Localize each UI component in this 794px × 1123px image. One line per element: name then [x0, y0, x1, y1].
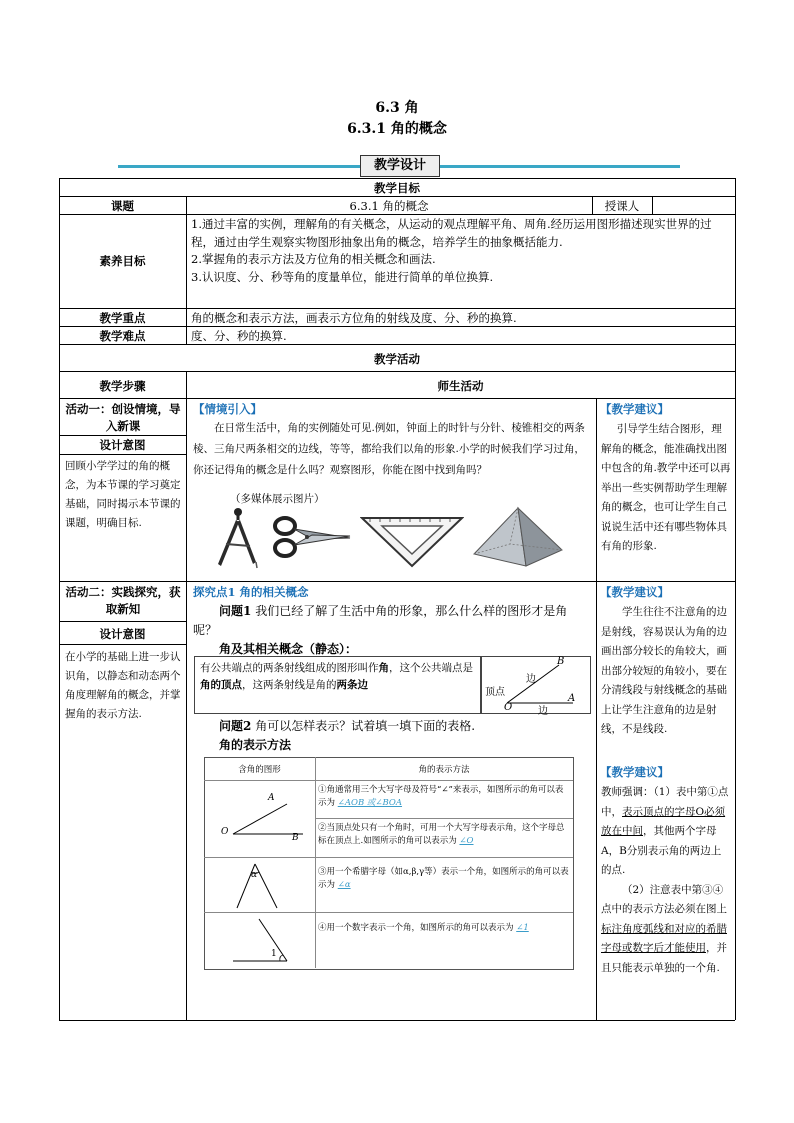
page-title: 6.3 角 — [375, 100, 419, 116]
key-value: 角的概念和表示方法，画表示方位角的射线及度、分、秒的换算. — [191, 311, 517, 325]
fig-label-B: B — [557, 656, 565, 667]
activity1-body: 在日常生活中，角的实例随处可见.例如，钟面上的时针与分针、棱锥相交的两条棱、三角尺两条相交的边线，等等，都给我们以角的形象.小学的时候我们学习过角，你还记得角的概念是什么吗？观察图形，你能在图中找到角吗？ — [193, 422, 585, 476]
angle-alpha-figure — [205, 858, 315, 912]
key-label: 教学重点 — [99, 311, 146, 325]
teacher-student-label: 师生活动 — [437, 379, 484, 393]
table-fig-B: B — [292, 833, 299, 843]
concept-heading: 角及其相关概念（静态）： — [219, 642, 358, 656]
teacher-label: 授课人 — [604, 199, 640, 213]
activity1-media-note: （多媒体展示图片） — [230, 493, 325, 505]
banner-teaching-design: 教学设计 — [360, 155, 440, 177]
literacy-label: 素养目标 — [99, 254, 146, 268]
fig-label-O: O — [504, 702, 513, 713]
methods-heading: 角的表示方法 — [219, 738, 292, 752]
activity2-advice2-text: 教师强调：（1）表中第①点中，表示顶点的字母O必须放在中间，其他两个字母A，B分别表示角的两边上的点. （2）注意表中第③④点中的表示方法必须在图上标注角度弧线和对应的希腊字母或数字后才能使用，并且只能表示单独的一个角. — [601, 786, 729, 974]
activity2-design-label: 设计意图 — [99, 627, 146, 641]
q1-label: 问题1 — [219, 604, 252, 618]
angle-AOB-figure — [205, 784, 315, 856]
methods-col2: 角的表示方法 — [418, 765, 470, 775]
activity2-advice1-text: 学生往往不注意角的边是射线，容易误认为角的边画出部分较长的角较大，画出部分较短的角较小，要在分清线段与射线概念的基础上让学生注意角的边是射线，不是线段. — [601, 606, 727, 735]
activity2-title: 活动二：实践探究，获取新知 — [65, 585, 181, 616]
explore-heading: 探究点1 角的相关概念 — [193, 585, 309, 599]
compass-image — [212, 506, 262, 570]
table-fig-A: A — [268, 793, 275, 803]
methods-row1: ①角通常用三个大写字母及符号“∠”来表示，如图所示的角可以表示为 ∠AOB 或∠BOA — [318, 785, 564, 808]
table-fig-1: 1 — [271, 949, 277, 959]
steps-label: 教学步骤 — [99, 379, 146, 393]
activity1-design-text: 回顾小学学过的角的概念，为本节课的学习奠定基础，同时揭示本节课的课题，明确目标. — [65, 460, 181, 529]
question2 — [193, 717, 475, 734]
q2-label: 问题2 — [219, 719, 252, 733]
question1 — [193, 602, 589, 640]
methods-col1: 含角的图形 — [238, 765, 281, 775]
literacy-item: 2.掌握角的表示方法及方位角的相关概念和画法. — [191, 252, 436, 266]
page-subtitle: 6.3.1 角的概念 — [347, 121, 447, 137]
table-fig-O: O — [221, 827, 229, 837]
literacy-goals — [191, 216, 731, 286]
fig-label-vertex: 顶点 — [485, 687, 505, 698]
methods-row2: ②当顶点处只有一个角时，可用一个大写字母表示角，这个字母总标在顶点上.如图所示的角可以表示为 ∠O — [318, 823, 565, 846]
literacy-item: 3.认识度、分、秒等角的度量单位，能进行简单的单位换算. — [191, 269, 494, 284]
difficulty-value: 度、分、秒的换算. — [191, 329, 287, 343]
section-teaching-activity: 教学活动 — [374, 352, 420, 366]
q2-text: 角可以怎样表示？试着填一填下面的表格. — [255, 719, 476, 733]
activity2-design-text: 在小学的基础上进一步认识角，以静态和动态两个角度理解角的概念，并掌握角的表示方法. — [65, 651, 181, 720]
table-fig-alpha: α — [251, 870, 258, 880]
scissors-image — [272, 514, 352, 560]
activity1-title: 活动一：创设情境，导入新课 — [65, 402, 181, 433]
activity1-advice-heading: 【教学建议】 — [600, 402, 669, 416]
difficulty-label: 教学难点 — [99, 329, 146, 343]
activity1-design-label: 设计意图 — [99, 438, 146, 452]
pyramid-image — [470, 506, 566, 568]
activity1-heading: 【情境引入】 — [193, 402, 262, 416]
concept-text: 有公共端点的两条射线组成的图形叫作角，这个公共端点是角的顶点，这两条射线是角的两条边 — [200, 662, 473, 691]
activity2-advice2-heading: 【教学建议】 — [600, 765, 669, 779]
banner-line-right — [438, 165, 680, 168]
banner-line-left — [118, 165, 360, 168]
literacy-item: 1.通过丰富的实例，理解角的有关概念，从运动的观点理解平角、周角.经历运用图形描述现实世界的过程，通过由学生观察实物图形抽象出角的概念，培养学生的抽象概括能力. — [191, 217, 712, 249]
fig-label-side2: 边 — [538, 706, 548, 717]
set-square-image — [360, 516, 464, 568]
section-teaching-goal: 教学目标 — [374, 181, 420, 195]
fig-label-side1: 边 — [526, 674, 536, 685]
activity1-advice-text: 引导学生结合图形，理解角的概念，能准确找出图中包含的角.教学中还可以再举出一些实例帮助学生理解角的概念，也可让学生自己说说生活中还有哪些物体具有角的形象. — [601, 423, 731, 552]
angle-1-figure — [205, 913, 315, 967]
methods-row3: ③用一个希腊字母（如α,β,γ等）表示一个角，如图所示的角可以表示为 ∠α — [318, 867, 569, 890]
q1-text: 我们已经了解了生活中角的形象，那么什么样的图形才是角呢？ — [193, 604, 568, 637]
activity2-advice1-heading: 【教学建议】 — [600, 585, 669, 599]
topic-value: 6.3.1 角的概念 — [349, 199, 429, 213]
fig-label-A: A — [568, 693, 576, 704]
topic-label: 课题 — [111, 199, 134, 213]
methods-row4: ④用一个数字表示一个角，如图所示的角可以表示为 ∠1 — [318, 923, 529, 933]
